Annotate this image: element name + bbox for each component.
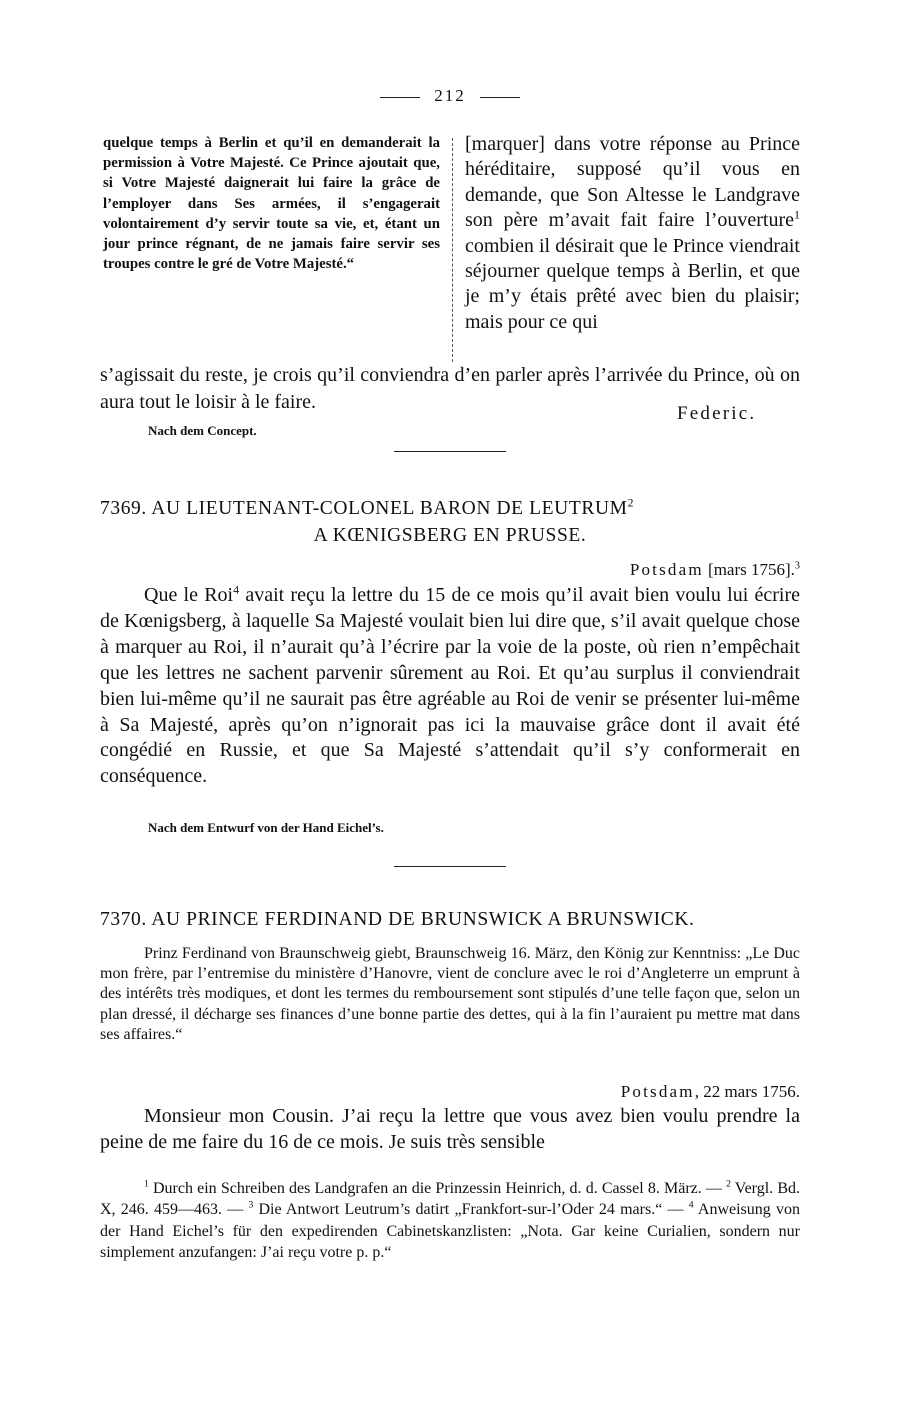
page-number: 212 xyxy=(434,86,466,105)
letter-number: 7369. xyxy=(100,498,147,519)
letter-7370-title: 7370. AU PRINCE FERDINAND DE BRUNSWICK A BRUNSWICK. xyxy=(100,909,695,930)
footnote-ref-3: 3 xyxy=(794,560,800,572)
footnote-ref-4: 4 xyxy=(233,582,240,597)
book-page xyxy=(100,0,800,1404)
left-column-quote: quelque temps à Berlin et qu’il en demanderait la permission à Votre Majesté. Ce Prince ajoutait que, si Votre Majesté daignerait lui faire la grâce de l’employer dans Ses armées, il s’engagerait volontairement d’y servir toute sa vie, et, étant un jour prince régnant, de ne jamais faire servir ses troupes contre le gré de Votre Majesté.“ xyxy=(103,135,440,273)
letter-closing-text: s’agissait du reste, je crois qu’il conviendra d’en parler après l’arrivée du Prince, où on aura tout le loisir à le faire. xyxy=(100,364,800,413)
signature: Federic. xyxy=(677,403,757,424)
section-rule xyxy=(394,451,506,452)
letter-7370-place-date: Potsdam, 22 mars 1756. xyxy=(620,1082,800,1101)
letter-7369-place-date: Potsdam [mars 1756].$^3$ xyxy=(629,560,800,579)
letter-7370-summary: Prinz Ferdinand von Braunschweig giebt, Braunschweig 16. März, den König zur Kenntniss: „Le Duc mon frère, par l’entremise du ministère d’Hanovre, vient de conclure avec le roi d’Angleterre un emprunt à des intérêts très modiques, et dont les termes du remboursement sont stipulés d’une telle façon que, selon un plan dressé, il décharge ses finances d’une bonne partie des dettes, qui à la fin l’auraient pu mettre mat dans ses affaires.“ xyxy=(100,945,800,1043)
source-note: Nach dem Concept. xyxy=(148,423,257,438)
letter-number: 7370. xyxy=(100,909,147,930)
two-column-block xyxy=(100,130,800,362)
footnote-ref-2: 2 xyxy=(627,496,635,510)
letter-7369-body: Que le Roi$^4$ avait reçu la lettre du 15 de ce mois qu’il avait bien voulu lui écrire de Kœnigsberg, à laquelle Sa Majesté voulait bien lui dire que, s’il avait quelque chose à marquer au Roi, il n’aurait qu’à l’écrire par la voie de la poste, où rien n’empêchait que les lettres ne sachent parvenir sûrement au Roi. Et qu’au surplus il conviendrait bien lui-même qu’il ne saurait pas être agréable au Roi de venir se présenter lui-même à Sa Majesté, après qu’on n’ignorait pas ici la mauvaise grâce dont il avait été congédié en Russie, et que Sa Majesté s’attendait qu’il s’y conformerait en conséquence. xyxy=(100,582,800,788)
footnote-ref-1: 1 xyxy=(794,207,800,222)
letter-7369-title: 7369. AU LIEUTENANT-COLONEL BARON DE LEUTRUM$^2$ A KŒNIGSBERG EN PRUSSE. xyxy=(100,495,800,549)
column-divider xyxy=(452,138,453,362)
footnotes: $^1$ Durch ein Schreiben des Landgrafen an die Prinzessin Heinrich, d. d. Cassel 8. März. — $^2$ Vergl. Bd. X, 246. 459—463. — $^3$ Die Antwort Leutrum’s datirt „Frankfort-sur-l’Oder 24 mars.“ — $^4$ Anweisung von der Hand Eichel’s für den expedirenden Cabinetskanzlisten: „Nota. Gar keine Curialien, sondern nur simplement anzufangen: J’ai reçu votre p. p.“ xyxy=(100,1178,801,1262)
right-column-text: [marquer] dans votre réponse au Prince héréditaire, supposé qu’il vous en demande, que Son Altesse le Landgrave son père m’avait fait faire l’ouverture$^1$ combien il désirait que le Prince viendrait séjourner quelque temps à Berlin, et que je m’y étais prêté avec bien du plaisir; mais pour ce qui xyxy=(465,133,800,333)
letter-7370-body: Monsieur mon Cousin. J’ai reçu la lettre que vous avez bien voulu prendre la peine de me faire du 16 de ce mois. Je suis très sensible xyxy=(100,1105,800,1153)
header-dash-left xyxy=(380,97,420,98)
page-header xyxy=(100,86,800,106)
source-note: Nach dem Entwurf von der Hand Eichel’s. xyxy=(148,820,384,835)
letter-7369-title-line2: A KŒNIGSBERG EN PRUSSE. xyxy=(313,525,587,546)
section-rule xyxy=(394,866,506,867)
header-dash-right xyxy=(480,97,520,98)
